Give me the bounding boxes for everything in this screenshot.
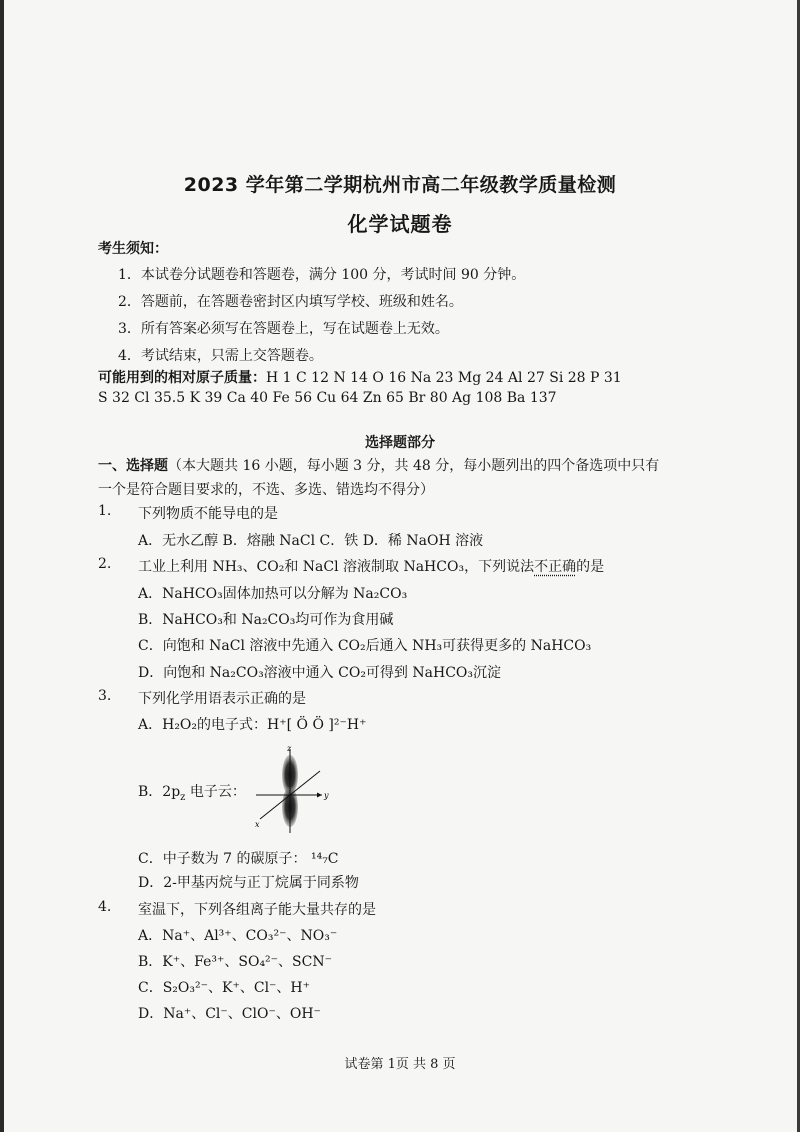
q3-option-b-sub: z [180,791,186,803]
q3-number: 3. [98,688,112,704]
atomic-mass-line-1 [98,367,622,387]
q4-stem: 室温下，下列各组离子能大量共存的是 [138,902,376,918]
q2-stem-prefix: 工业上利用 NH₃、CO₂和 NaCl 溶液制取 NaHCO₃，下列说法 [138,559,535,575]
notice-heading: 考生须知： [98,241,168,257]
q3-option-a-prefix: A．H₂O₂的电子式： [138,717,268,733]
q3-option-b [138,781,246,803]
q3-option-a [138,714,366,734]
q1-stem: 下列物质不能导电的是 [138,506,278,522]
axis-label-z: z [287,745,292,753]
p-orbital-diagram [238,745,338,835]
q2-stem-suffix: 的是 [576,559,605,575]
notice-item-4: 4．考试结束，只需上交答题卷。 [118,348,323,364]
q1-number: 1. [98,503,112,519]
part-label: 一、选择题 [98,458,168,474]
q2-option-b: B．NaHCO₃和 Na₂CO₃均可作为食用碱 [138,612,394,628]
q4-number: 4. [98,899,112,915]
axis-label-x: x [255,820,260,829]
q2-option-d: D．向饱和 Na₂CO₃溶液中通入 CO₂可得到 NaHCO₃沉淀 [138,665,501,681]
q2-number: 2. [98,556,112,572]
q3-stem: 下列化学用语表示正确的是 [138,691,306,707]
part-header [98,455,659,475]
notice-item-1: 1．本试卷分试题卷和答题卷，满分 100 分，考试时间 90 分钟。 [118,267,526,283]
p-orbital-svg [238,745,338,835]
notice-item-2: 2．答题前，在答题卷密封区内填写学校、班级和姓名。 [118,294,463,310]
part-desc-2: 一个是符合题目要求的，不选、多选、错选均不得分） [98,482,434,498]
section-title: 选择题部分 [365,435,435,451]
q3-option-c: C．中子数为 7 的碳原子： ¹⁴₇C [138,851,339,867]
y-axis-arrow [317,793,322,798]
axis-label-y: y [324,791,329,800]
part-desc-1: （本大题共 16 小题，每小题 3 分，共 48 分，每小题列出的四个备选项中只有 [168,458,660,474]
q1-options: A．无水乙醇 B．熔融 NaCl C．铁 D．稀 NaOH 溶液 [138,533,484,549]
h2o2-electron-formula: H⁺[ Ö Ö ]²⁻H⁺ [267,717,367,733]
atomic-mass-values-1: H 1 C 12 N 14 O 16 Na 23 Mg 24 Al 27 Si 28 P 31 [266,370,622,386]
q3-option-d: D．2-甲基丙烷与正丁烷属于同系物 [138,875,359,891]
q2-stem-emphasis: 不正确 [534,559,577,575]
q2-option-c: C．向饱和 NaCl 溶液中先通入 CO₂后通入 NH₃可获得更多的 NaHCO₃ [138,638,592,654]
q2-option-a: A．NaHCO₃固体加热可以分解为 Na₂CO₃ [138,586,408,602]
atomic-mass-line-2: S 32 Cl 35.5 K 39 Ca 40 Fe 56 Cu 64 Zn 65 Br 80 Ag 108 Ba 137 [98,390,557,406]
exam-subtitle: 化学试题卷 [347,212,453,236]
q3-option-b-suffix: 电子云： [185,784,246,800]
q4-option-a: A．Na⁺、Al³⁺、CO₃²⁻、NO₃⁻ [138,928,338,944]
atomic-mass-label: 可能用到的相对原子质量： [98,370,266,386]
q4-option-d: D．Na⁺、Cl⁻、ClO⁻、OH⁻ [138,1006,321,1022]
q4-option-b: B．K⁺、Fe³⁺、SO₄²⁻、SCN⁻ [138,954,332,970]
page-footer: 试卷第 1页 共 8 页 [344,1057,456,1072]
q3-option-b-label: B．2p [138,784,181,800]
notice-item-3: 3．所有答案必须写在答题卷上，写在试题卷上无效。 [118,321,449,337]
q4-option-c: C．S₂O₃²⁻、K⁺、Cl⁻、H⁺ [138,980,311,996]
exam-title: 2023 学年第二学期杭州市高二年级教学质量检测 [183,174,617,196]
q2-stem [138,556,604,576]
